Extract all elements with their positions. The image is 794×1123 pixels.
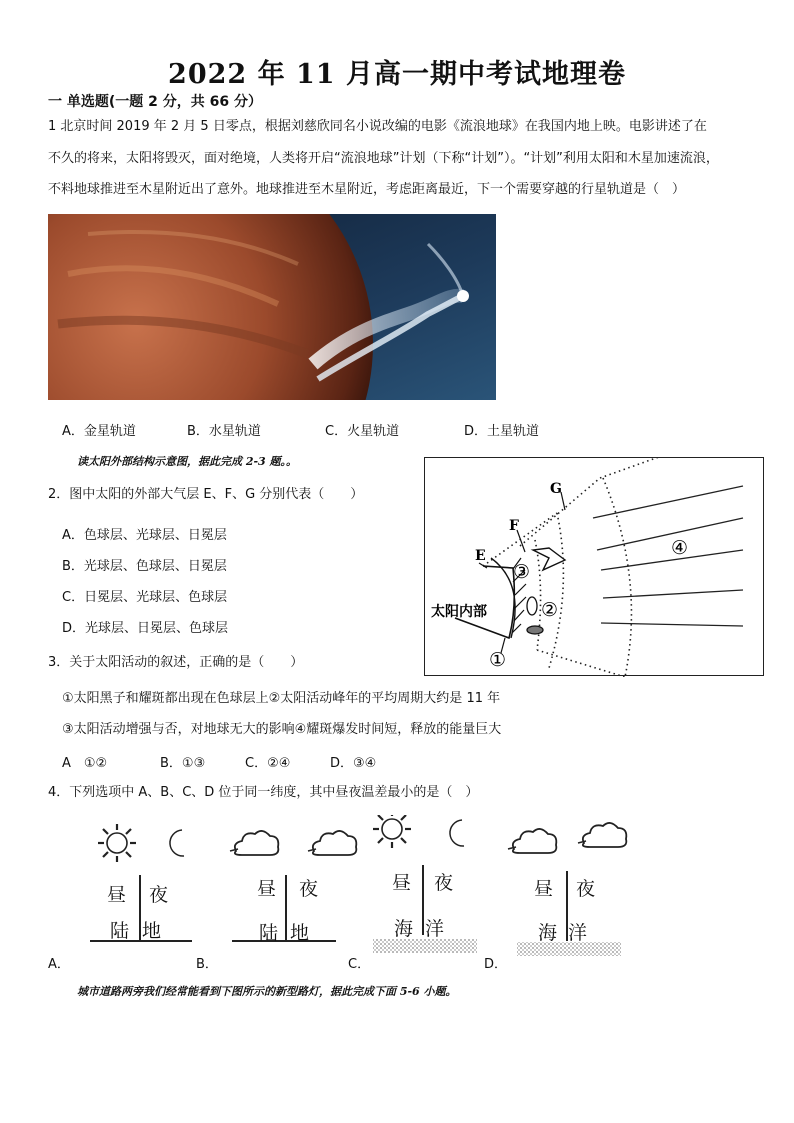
panel-a-night: 夜 — [149, 884, 169, 906]
panel-a-surface-1: 陆 — [110, 920, 130, 942]
q3-option-c: C．②④ — [245, 756, 291, 771]
label-sun-interior: 太阳内部 — [431, 604, 487, 620]
moon-icon — [170, 830, 184, 856]
label-e: E — [475, 548, 486, 564]
cloud-icon — [578, 823, 626, 847]
moon-icon — [450, 820, 464, 846]
cloud-icon — [308, 831, 356, 855]
section-heading: 一 单选题(一题 2 分，共 66 分） — [48, 94, 262, 110]
q3-statement-3-4: ③太阳活动增强与否，对地球无大的影响④耀斑爆发时间短，释放的能量巨大 — [62, 722, 502, 737]
label-1: ① — [489, 649, 507, 671]
wandering-earth-photo — [48, 214, 496, 400]
label-4: ④ — [671, 537, 689, 559]
sun-icon — [373, 815, 411, 848]
panel-a-day: 昼 — [107, 884, 127, 906]
q1-option-c: C．火星轨道 — [325, 424, 400, 439]
q3-statement-1-2: ①太阳黑子和耀斑都出现在色球层上②太阳活动峰年的平均周期大约是 11 年 — [62, 691, 501, 706]
panel-b-day: 昼 — [257, 878, 277, 900]
panel-b-night: 夜 — [299, 878, 319, 900]
q3-option-b: B．①③ — [160, 756, 206, 771]
instruction-q5-6: 城市道路两旁我们经常能看到下图所示的新型路灯，据此完成下面 5-6 小题。 — [77, 985, 457, 998]
sun-icon — [98, 824, 136, 862]
q3-option-a: A ①② — [62, 756, 108, 771]
q2-stem: 2．图中太阳的外部大气层 E、F、G 分别代表（ ） — [48, 487, 364, 502]
label-3: ③ — [513, 561, 531, 583]
panel-c-night: 夜 — [434, 872, 454, 894]
panel-a-surface-2: 地 — [142, 920, 162, 942]
cloud-icon — [230, 831, 278, 855]
panel-d-day: 昼 — [534, 878, 554, 900]
q1-line-2: 不久的将来，太阳将毁灭，面对绝境，人类将开启“流浪地球”计划（下称“计划”）。“计划”利用太阳和木星加速流浪， — [48, 151, 719, 166]
q3-stem: 3．关于太阳活动的叙述，正确的是（ ） — [48, 655, 304, 670]
panel-c-surface-1: 海 — [394, 918, 414, 940]
instruction-q2-3: 读太阳外部结构示意图，据此完成 2-3 题。。 — [77, 455, 298, 468]
sun-structure-diagram — [424, 457, 764, 676]
panel-b-surface-1: 陆 — [259, 922, 279, 944]
label-g: G — [550, 481, 562, 497]
q4-option-a: A． — [48, 957, 70, 972]
q1-line-1: 1 北京时间 2019 年 2 月 5 日零点，根据刘慈欣同名小说改编的电影《流浪地球》在我国内地上映。电影讲述了在 — [48, 119, 707, 134]
panel-d-surface-2: 洋 — [568, 922, 588, 944]
panel-c-day: 昼 — [392, 872, 412, 894]
q4-stem: 4．下列选项中 A、B、C、D 位于同一纬度，其中昼夜温差最小的是（ ） — [48, 785, 479, 800]
q3-option-d: D．③④ — [330, 756, 377, 771]
q2-option-a: A．色球层、光球层、日冕层 — [62, 528, 227, 543]
panel-b-surface-2: 地 — [290, 922, 310, 944]
q2-option-b: B．光球层、色球层、日冕层 — [62, 559, 227, 574]
panel-d-surface-1: 海 — [538, 922, 558, 944]
q2-option-d: D．光球层、日冕层、色球层 — [62, 621, 229, 636]
q2-option-c: C．日冕层、光球层、色球层 — [62, 590, 228, 605]
cloud-icon — [508, 829, 556, 853]
q1-option-b: B．水星轨道 — [187, 424, 261, 439]
q4-option-b: B． — [196, 957, 218, 972]
panel-c-surface-2: 洋 — [425, 918, 445, 940]
q1-line-3: 不料地球推进至木星附近出了意外。地球推进至木星附近，考虑距离最近，下一个需要穿越的行星轨道是（ ） — [48, 182, 686, 197]
panel-d-night: 夜 — [576, 878, 596, 900]
q4-option-d: D． — [484, 957, 508, 972]
q1-option-a: A．金星轨道 — [62, 424, 136, 439]
label-f: F — [509, 518, 519, 534]
q1-option-d: D．土星轨道 — [464, 424, 540, 439]
q4-option-c: C． — [348, 957, 371, 972]
exam-title: 2022 年 11 月高一期中考试地理卷 — [168, 59, 626, 90]
label-2: ② — [541, 599, 559, 621]
